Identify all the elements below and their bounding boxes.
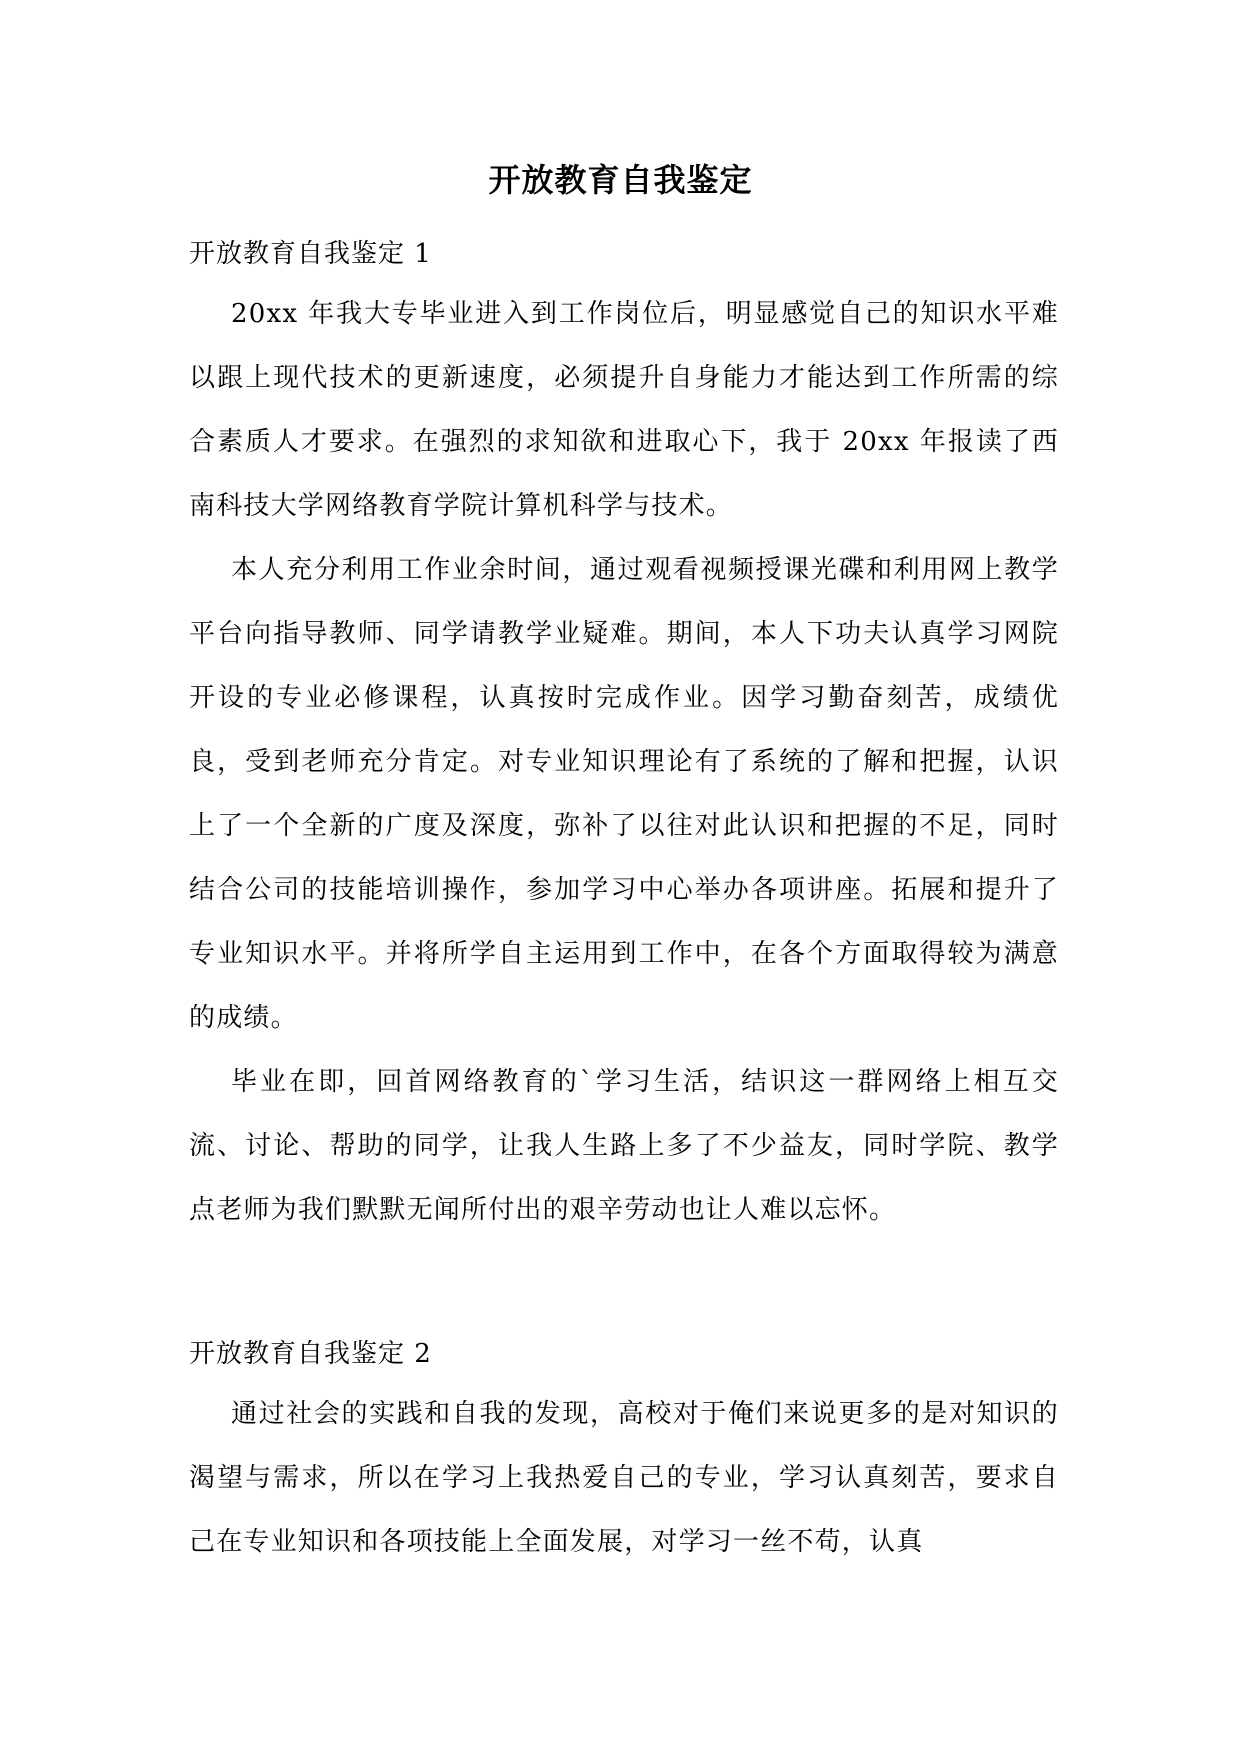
section-1-paragraph-1: 20xx 年我大专毕业进入到工作岗位后，明显感觉自己的知识水平难以跟上现代技术的更新速度，必须提升自身能力才能达到工作所需的综合素质人才要求。在强烈的求知欲和进取心下，我于 20xx 年报读了西南科技大学网络教育学院计算机科学与技术。 [189,299,1059,521]
section-heading-2: 开放教育自我鉴定 2 [189,1339,432,1369]
section-1-paragraph-2: 本人充分利用工作业余时间，通过观看视频授课光碟和利用网上教学平台向指导教师、同学请教学业疑难。期间，本人下功夫认真学习网院开设的专业必修课程，认真按时完成作业。因学习勤奋刻苦，成绩优良，受到老师充分肯定。对专业知识理论有了系统的了解和把握，认识上了一个全新的广度及深度，弥补了以往对此认识和把握的不足，同时结合公司的技能培训操作，参加学习中心举办各项讲座。拓展和提升了专业知识水平。并将所学自主运用到工作中，在各个方面取得较为满意的成绩。 [189,555,1059,1033]
section-heading-1: 开放教育自我鉴定 1 [189,239,432,269]
document-title: 开放教育自我鉴定 [488,161,753,199]
section-1-paragraph-3: 毕业在即，回首网络教育的`学习生活，结识这一群网络上相互交流、讨论、帮助的同学，让我人生路上多了不少益友，同时学院、教学点老师为我们默默无闻所付出的艰辛劳动也让人难以忘怀。 [189,1067,1059,1225]
section-2-paragraph-1: 通过社会的实践和自我的发现，高校对于俺们来说更多的是对知识的渴望与需求，所以在学习上我热爱自己的专业，学习认真刻苦，要求自己在专业知识和各项技能上全面发展，对学习一丝不苟，认真 [189,1399,1059,1557]
